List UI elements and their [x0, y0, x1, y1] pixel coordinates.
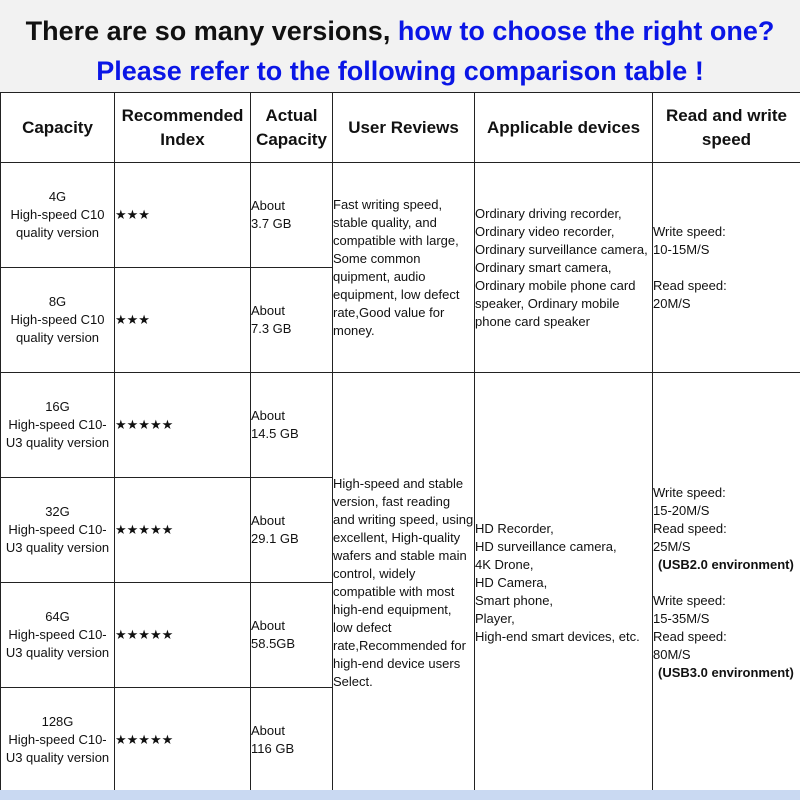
capacity-cell: [1, 583, 115, 688]
capacity-quality: High-speed C10-U3 quality version: [5, 522, 110, 555]
col-read-write-speed: Read and write speed: [653, 93, 800, 163]
usb3-read-value: 80M/S: [653, 646, 691, 662]
usb3-environment: (USB3.0 environment): [658, 664, 794, 680]
device-item: HD surveillance camera,: [475, 538, 617, 554]
bottom-border: [0, 790, 800, 800]
device-item: HD Recorder,: [475, 520, 554, 536]
device-item: High-end smart devices, etc.: [475, 628, 640, 644]
about-label: About: [251, 198, 285, 213]
title-black-text: There are so many versions,: [25, 16, 391, 46]
title-blue-text: how to choose the right one?: [397, 16, 775, 46]
actual-capacity-cell: [251, 163, 333, 268]
col-capacity: Capacity: [1, 93, 115, 163]
write-speed-value: 10-15M/S: [653, 241, 710, 257]
device-item: HD Camera,: [475, 574, 548, 590]
star-rating: ★★★★★: [115, 373, 251, 478]
actual-capacity-cell: [251, 478, 333, 583]
usb3-write-label: Write speed:: [653, 592, 726, 608]
review-cell-standard: Fast writing speed, stable quality, and compatible with large, Some common quipment, audio equipment, low defect rate,Good value for money.: [333, 163, 475, 373]
actual-value: 116 GB: [251, 741, 295, 756]
capacity-quality: High-speed C10-U3 quality version: [5, 417, 110, 450]
col-recommended-index: Recommended Index: [115, 93, 251, 163]
usb2-read-value: 25M/S: [653, 538, 691, 554]
capacity-size: 16G: [45, 399, 70, 414]
actual-capacity-cell: [251, 268, 333, 373]
capacity-cell: [1, 373, 115, 478]
usb3-read-label: Read speed:: [653, 628, 727, 644]
star-rating: ★★★: [115, 268, 251, 373]
capacity-quality: High-speed C10 quality version: [10, 207, 105, 240]
capacity-cell: [1, 688, 115, 793]
about-label: About: [251, 618, 285, 633]
review-cell-high-speed: High-speed and stable version, fast reading and writing speed, using excellent, High-quality wafers and stable main control, widely compatible with most high-end equipment, low defect rate,Recommended for high-end device users Select.: [333, 373, 475, 793]
usb2-write-label: Write speed:: [653, 484, 726, 500]
usb2-write-value: 15-20M/S: [653, 502, 710, 518]
star-rating: ★★★★★: [115, 478, 251, 583]
about-label: About: [251, 408, 285, 423]
col-user-reviews: User Reviews: [333, 93, 475, 163]
capacity-size: 4G: [48, 189, 67, 204]
usb2-read-label: Read speed:: [653, 520, 727, 536]
star-rating: ★★★: [115, 163, 251, 268]
speed-cell-high-speed: [653, 373, 800, 793]
star-rating: ★★★★★: [115, 583, 251, 688]
capacity-size: 8G: [48, 294, 67, 309]
capacity-quality: High-speed C10-U3 quality version: [5, 732, 110, 765]
title-line-1: [0, 16, 800, 47]
about-label: About: [251, 723, 285, 738]
capacity-cell: [1, 163, 115, 268]
devices-cell-standard: Ordinary driving recorder, Ordinary video recorder, Ordinary surveillance camera, Ordinary smart camera, Ordinary mobile phone card speaker, Ordinary mobile phone card speaker: [475, 163, 653, 373]
write-speed-label: Write speed:: [653, 223, 726, 239]
actual-capacity-cell: [251, 583, 333, 688]
speed-cell-standard: [653, 163, 800, 373]
actual-value: 58.5GB: [251, 636, 296, 651]
table-row: [1, 163, 800, 268]
col-applicable-devices: Applicable devices: [475, 93, 653, 163]
actual-value: 7.3 GB: [251, 321, 292, 336]
actual-value: 14.5 GB: [251, 426, 299, 441]
read-speed-value: 20M/S: [653, 295, 691, 311]
about-label: About: [251, 513, 285, 528]
capacity-size: 64G: [45, 609, 70, 624]
read-speed-label: Read speed:: [653, 277, 727, 293]
capacity-quality: High-speed C10-U3 quality version: [5, 627, 110, 660]
capacity-cell: [1, 478, 115, 583]
usb3-write-value: 15-35M/S: [653, 610, 710, 626]
comparison-table: [0, 92, 800, 793]
col-actual-capacity: Actual Capacity: [251, 93, 333, 163]
actual-value: 3.7 GB: [251, 216, 292, 231]
capacity-cell: [1, 268, 115, 373]
title-banner: [0, 0, 800, 93]
actual-capacity-cell: [251, 688, 333, 793]
actual-value: 29.1 GB: [251, 531, 299, 546]
table-row: [1, 373, 800, 478]
capacity-quality: High-speed C10 quality version: [10, 312, 105, 345]
devices-cell-high-speed: [475, 373, 653, 793]
about-label: About: [251, 303, 285, 318]
header-row: [1, 93, 800, 163]
capacity-size: 128G: [41, 714, 74, 729]
usb2-environment: (USB2.0 environment): [658, 556, 794, 572]
device-item: 4K Drone,: [475, 556, 534, 572]
device-item: Player,: [475, 610, 515, 626]
capacity-size: 32G: [45, 504, 70, 519]
actual-capacity-cell: [251, 373, 333, 478]
star-rating: ★★★★★: [115, 688, 251, 793]
device-item: Smart phone,: [475, 592, 554, 608]
title-line-2: Please refer to the following comparison table !: [96, 56, 704, 86]
